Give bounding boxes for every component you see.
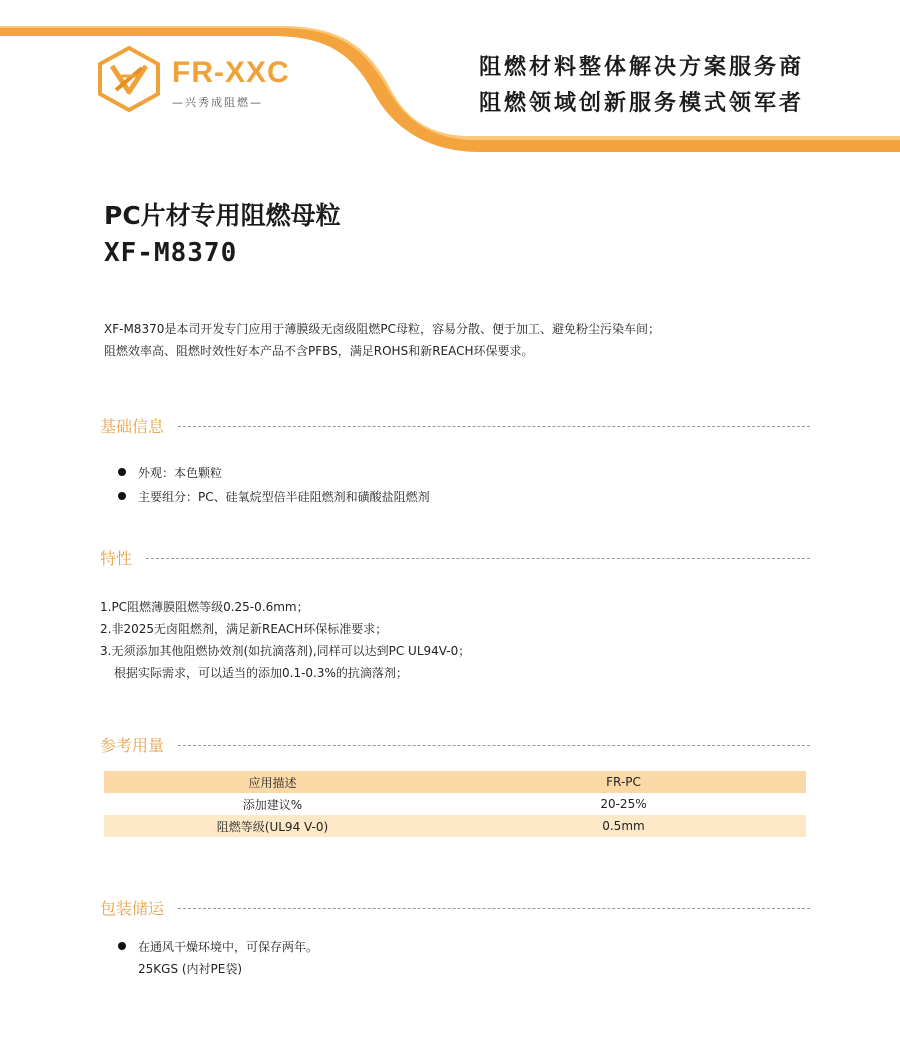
section-packaging (100, 896, 810, 918)
feature-line: 2.非2025无卤阻燃剂，满足新REACH环保标准要求； (100, 622, 388, 636)
table-cell: 0.5mm (441, 815, 806, 837)
table-row (104, 793, 806, 815)
list-item (118, 484, 430, 508)
dashed-divider (146, 558, 810, 559)
logo-icon (96, 46, 162, 112)
section-usage (100, 733, 810, 755)
table-cell: 应用描述 (104, 771, 441, 793)
table-cell: 阻燃等级(UL94 V-0) (104, 815, 441, 837)
table-cell: 20-25% (441, 793, 806, 815)
section-basic-info (100, 414, 810, 436)
table-row (104, 815, 806, 837)
section-heading: 特性 (100, 548, 133, 568)
slogan-line-2: 阻燃领域创新服务模式领军者 (478, 91, 804, 116)
section-heading: 包装储运 (100, 898, 165, 918)
table-cell: FR-PC (441, 771, 806, 793)
section-heading: 参考用量 (100, 735, 165, 755)
page-header (0, 0, 900, 160)
product-intro (104, 318, 804, 362)
bullet-icon (118, 468, 126, 476)
brand-name: FR-XXC (172, 56, 290, 89)
bullet-icon (118, 942, 126, 950)
dashed-divider (178, 908, 810, 909)
product-model: XF-M8370 (104, 238, 238, 268)
dashed-divider (178, 426, 810, 427)
list-item (118, 460, 430, 484)
usage-table (104, 771, 806, 837)
list-item (118, 934, 318, 958)
feature-line: 1.PC阻燃薄膜阻燃等级0.25-0.6mm； (100, 600, 309, 614)
list-item-text: 在通风干燥环境中，可保存两年。 (138, 939, 319, 954)
table-row (104, 771, 806, 793)
list-item-text: 主要组分：PC、硅氧烷型倍半硅阻燃剂和磺酸盐阻燃剂 (138, 489, 430, 504)
basic-info-list (118, 460, 430, 508)
section-features (100, 546, 810, 568)
brand-tagline: —兴秀成阻燃— (172, 96, 263, 109)
bullet-icon (118, 492, 126, 500)
packaging-list (118, 934, 318, 980)
feature-line: 3.无须添加其他阻燃协效剂(如抗滴落剂),同样可以达到PC UL94V-0； (100, 644, 471, 658)
list-item-text: 外观：本色颗粒 (138, 465, 223, 480)
feature-line: 根据实际需求，可以适当的添加0.1-0.3%的抗滴落剂； (114, 666, 408, 680)
features-list (100, 596, 470, 684)
section-heading: 基础信息 (100, 416, 165, 436)
intro-line-1: XF-M8370是本司开发专门应用于薄膜级无卤级阻燃PC母粒，容易分散、便于加工、避免粉尘污染车间； (104, 322, 660, 336)
product-title: PC片材专用阻燃母粒 (104, 201, 341, 230)
table-cell: 添加建议% (104, 793, 441, 815)
packaging-note: 25KGS (内衬PE袋) (138, 962, 243, 976)
intro-line-2: 阻燃效率高、阻燃时效性好本产品不含PFBS，满足ROHS和新REACH环保要求。 (104, 344, 534, 358)
dashed-divider (178, 745, 810, 746)
slogan-line-1: 阻燃材料整体解决方案服务商 (478, 55, 804, 80)
